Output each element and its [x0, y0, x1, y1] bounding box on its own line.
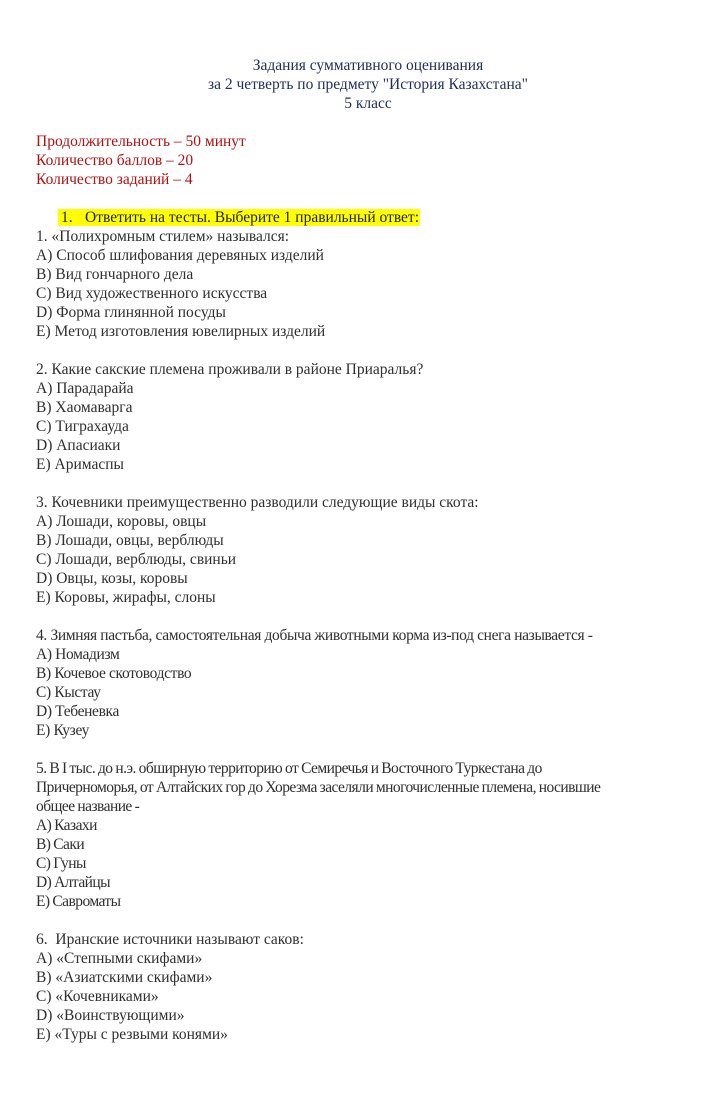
option-a: A) Парадарайа [36, 380, 134, 397]
option-a: A) Лошади, коровы, овцы [36, 513, 207, 530]
document-title [36, 56, 700, 113]
option-d: D) «Воинствующими» [36, 1007, 185, 1024]
section-instruction: Ответить на тесты. Выберите 1 правильный ответ: [85, 209, 420, 226]
option-c: C) Лошади, верблюды, свиньи [36, 551, 237, 568]
option-b: B) Саки [36, 836, 85, 853]
question-3 [36, 493, 696, 607]
option-b: B) «Азиатскими скифами» [36, 969, 213, 986]
option-b: B) Хаомаварга [36, 399, 133, 416]
question-text: 4. Зимняя пастьба, самостоятельная добыча животными корма из-под снега называется - [36, 627, 593, 644]
option-e: E) Аримаспы [36, 456, 124, 473]
option-a: A) Способ шлифования деревяных изделий [36, 247, 324, 264]
option-c: C) Вид художественного искусства [36, 285, 268, 302]
highlighted-instruction [58, 209, 420, 226]
question-1 [36, 227, 696, 341]
question-text: 3. Кочевники преимущественно разводили следующие виды скота: [36, 494, 479, 511]
title-line-1: Задания суммативного оценивания [252, 57, 484, 74]
option-e: E) Коровы, жирафы, слоны [36, 589, 216, 606]
question-text: 6. Иранские источники называют саков: [36, 931, 304, 948]
tasks-count-text: Количество заданий – 4 [36, 171, 193, 188]
title-line-3: 5 класс [344, 95, 392, 112]
option-c: C) «Кочевниками» [36, 988, 159, 1005]
option-b: B) Кочевое скотоводство [36, 665, 192, 682]
question-text: 1. «Полихромным стилем» назывался: [36, 228, 290, 245]
option-e: E) Савроматы [36, 893, 121, 910]
option-e: E) «Туры с резвыми конями» [36, 1026, 228, 1043]
question-5 [36, 759, 696, 911]
option-a: A) Номадизм [36, 646, 120, 663]
question-text-line-1: 5. В I тыс. до н.э. обширную территорию от Семиречья и Восточного Туркестана до [36, 760, 542, 777]
duration-text: Продолжительность – 50 минут [36, 133, 246, 150]
option-d: D) Апасиаки [36, 437, 121, 454]
option-d: D) Овцы, козы, коровы [36, 570, 188, 587]
option-e: E) Метод изготовления ювелирных изделий [36, 323, 326, 340]
question-text: 2. Какие сакские племена проживали в районе Приаралья? [36, 361, 424, 378]
assessment-info [36, 132, 696, 189]
section-number: 1. [61, 209, 73, 226]
option-d: D) Форма глинянной посуды [36, 304, 226, 321]
question-4 [36, 626, 696, 740]
option-a: A) «Степными скифами» [36, 950, 203, 967]
option-d: D) Тебеневка [36, 703, 120, 720]
option-a: A) Казахи [36, 817, 97, 834]
option-b: B) Вид гончарного дела [36, 266, 194, 283]
option-c: C) Кыстау [36, 684, 101, 701]
title-line-2: за 2 четверть по предмету "История Казахстана" [207, 76, 529, 93]
question-text-line-3: общее название - [36, 798, 140, 815]
section-heading [36, 208, 696, 227]
question-text-line-2: Причерноморья, от Алтайских гор до Хорезма заселяли многочисленные племена, носившие [36, 779, 601, 796]
option-c: C) Гуны [36, 855, 86, 872]
question-2 [36, 360, 696, 474]
points-text: Количество баллов – 20 [36, 152, 194, 169]
document-page [36, 56, 696, 1044]
option-e: E) Кузеу [36, 722, 89, 739]
question-6 [36, 930, 696, 1044]
option-b: B) Лошади, овцы, верблюды [36, 532, 224, 549]
option-c: C) Тиграхауда [36, 418, 129, 435]
option-d: D) Алтайцы [36, 874, 111, 891]
